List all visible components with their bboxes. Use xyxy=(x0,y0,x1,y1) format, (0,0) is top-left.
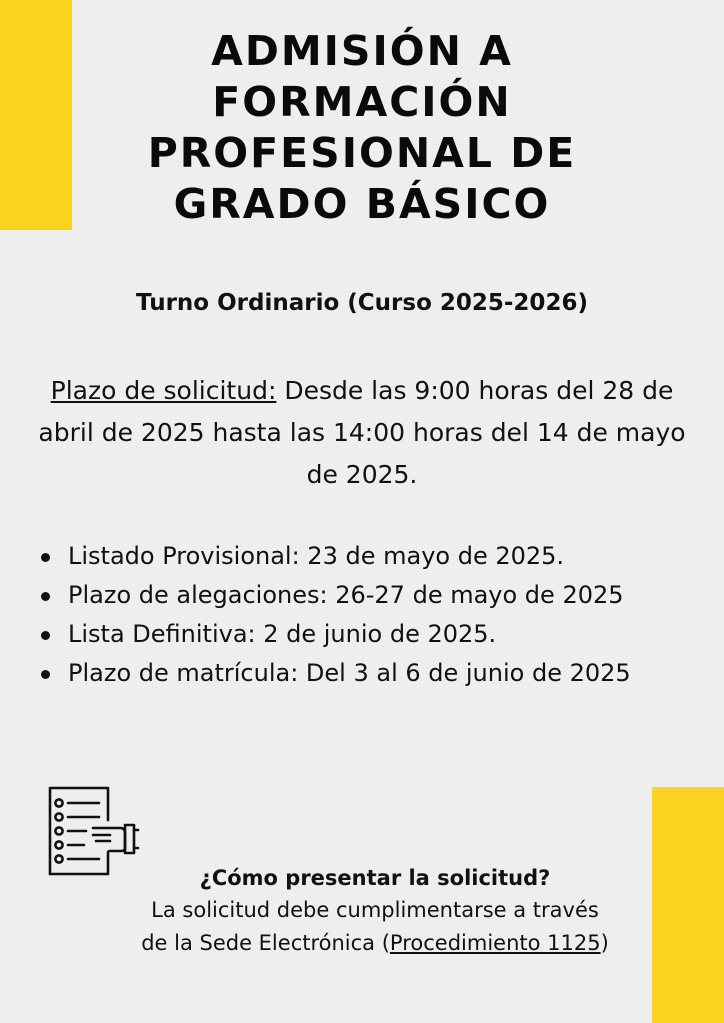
deadline-label: Plazo de solicitud: xyxy=(50,376,277,405)
deadline-text: Desde las 9:00 horas del 28 de abril de 2025 hasta las 14:00 horas del 14 de mayo de 2025. xyxy=(38,376,686,489)
how-to-apply-prefix: de la Sede Electrónica ( xyxy=(141,931,390,955)
how-to-apply-line-2 xyxy=(80,927,670,960)
list-item-alegaciones: Plazo de alegaciones: 26-27 de mayo de 2025 xyxy=(38,576,708,615)
list-item-matricula: Plazo de matrícula: Del 3 al 6 de junio de 2025 xyxy=(38,654,708,693)
dates-list xyxy=(38,537,708,693)
how-to-apply xyxy=(80,862,670,960)
accent-block-top-left xyxy=(0,0,72,230)
title-line-1: ADMISIÓN A xyxy=(211,27,513,75)
title-line-2: FORMACIÓN xyxy=(212,78,512,126)
how-to-apply-suffix: ) xyxy=(600,931,609,955)
application-deadline xyxy=(22,370,702,496)
title-line-4: GRADO BÁSICO xyxy=(173,180,551,228)
list-item-definitiva: Lista Definitiva: 2 de junio de 2025. xyxy=(38,615,708,654)
page-title xyxy=(80,26,644,230)
procedure-link[interactable]: Procedimiento 1125 xyxy=(389,931,601,955)
list-item-provisional: Listado Provisional: 23 de mayo de 2025. xyxy=(38,537,708,576)
title-line-3: PROFESIONAL DE xyxy=(147,129,577,177)
how-to-apply-title: ¿Cómo presentar la solicitud? xyxy=(199,866,551,890)
how-to-apply-line-1: La solicitud debe cumplimentarse a través xyxy=(151,898,599,922)
subtitle: Turno Ordinario (Curso 2025-2026) xyxy=(136,290,588,316)
